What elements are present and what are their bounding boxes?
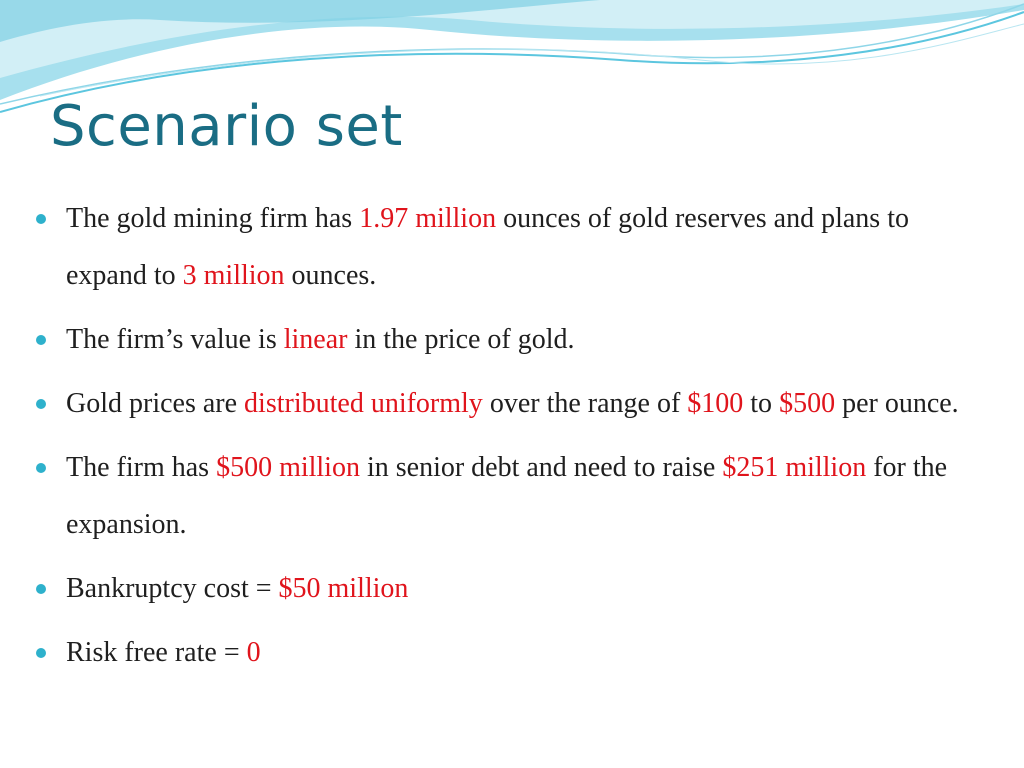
bullet-dot-icon [36, 399, 46, 409]
bullet-dot-icon [36, 463, 46, 473]
bullet-text: to [743, 388, 780, 419]
bullet-text: Risk free rate = [66, 637, 247, 668]
bullet-item [36, 190, 986, 304]
highlighted-text: linear [283, 324, 348, 355]
bullet-item [36, 439, 986, 553]
highlighted-text: 0 [246, 637, 261, 668]
highlighted-text: 1.97 million [359, 203, 497, 234]
highlighted-text: distributed uniformly [244, 388, 483, 419]
bullet-text: Gold prices are [66, 388, 245, 419]
highlighted-text: $100 [687, 388, 744, 419]
bullet-text: for the expansion. [66, 452, 948, 540]
bullet-text: over the range of [482, 388, 688, 419]
bullet-text: per ounce. [835, 388, 959, 419]
highlighted-text: $50 million [278, 573, 409, 604]
bullet-list [36, 190, 986, 688]
bullet-dot-icon [36, 584, 46, 594]
bullet-dot-icon [36, 214, 46, 224]
bullet-dot-icon [36, 335, 46, 345]
highlighted-text: $251 million [722, 452, 867, 483]
bullet-item [36, 624, 986, 681]
bullet-text: ounces of gold reserves and plans to expand to [66, 203, 909, 291]
bullet-text: The firm has [66, 452, 217, 483]
highlighted-text: 3 million [182, 260, 285, 291]
highlighted-text: $500 [779, 388, 836, 419]
bullet-text: The firm’s value is [66, 324, 284, 355]
bullet-dot-icon [36, 648, 46, 658]
bullet-text: Bankruptcy cost = [66, 573, 279, 604]
bullet-text: The gold mining firm has [66, 203, 360, 234]
bullet-item [36, 375, 986, 432]
highlighted-text: $500 million [216, 452, 360, 483]
bullet-text: in senior debt and need to raise [359, 452, 723, 483]
bullet-text: in the price of gold. [347, 324, 575, 355]
bullet-item [36, 560, 986, 617]
slide-title: Scenario set [50, 94, 403, 159]
bullet-text: ounces. [284, 260, 377, 291]
bullet-item [36, 311, 986, 368]
